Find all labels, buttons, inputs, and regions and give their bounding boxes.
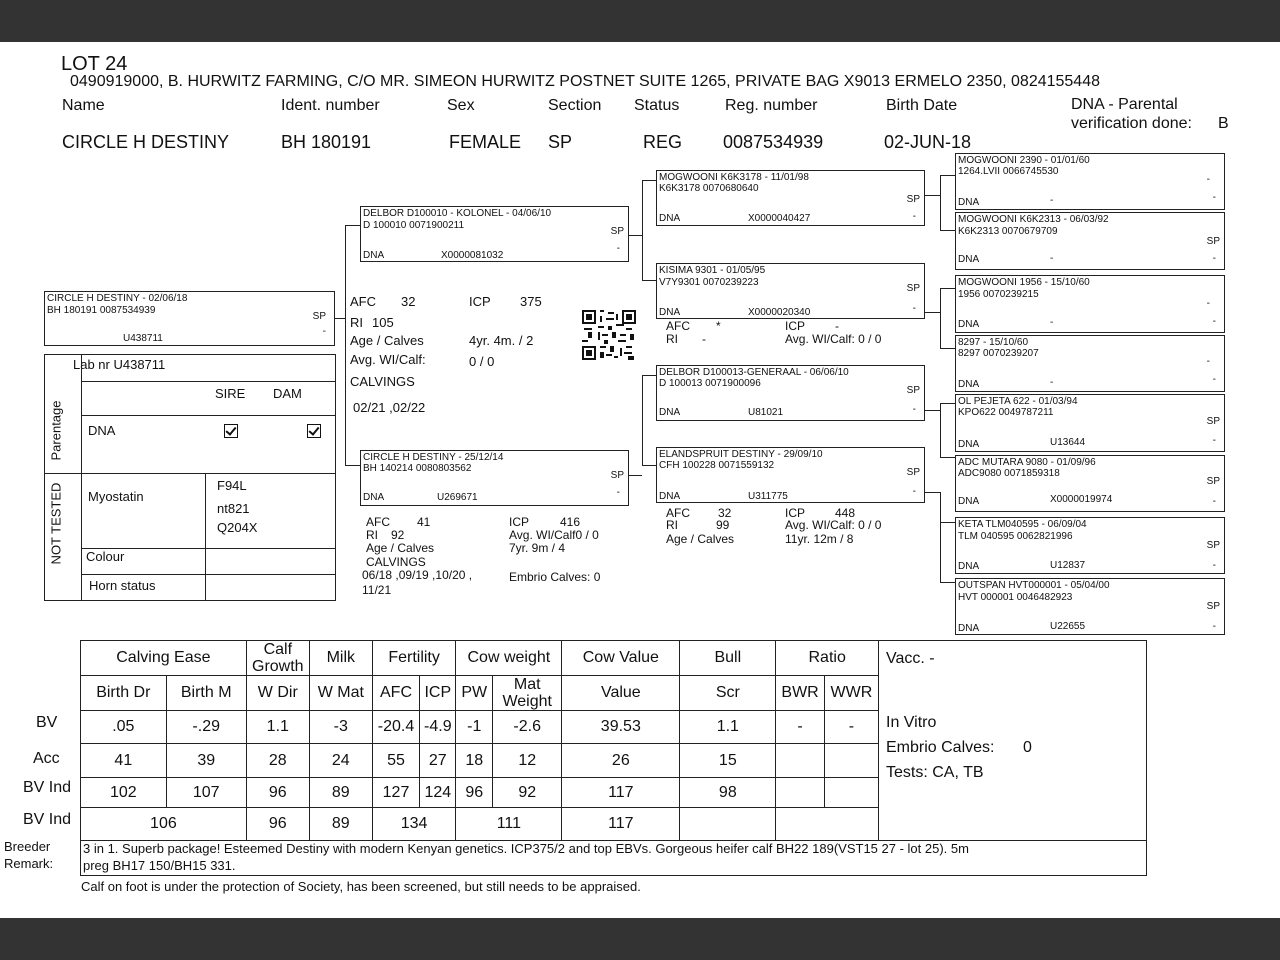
group-header: Ratio: [776, 641, 879, 676]
acc-cell: [776, 744, 825, 778]
pedigree-box-ggp-1: [955, 153, 1225, 210]
ind2-cell: 134: [372, 808, 456, 841]
ind2-cell: 106: [81, 808, 247, 841]
sire-age: 4yr. 4m. / 2: [469, 333, 534, 348]
eland-icp: 448: [835, 506, 856, 520]
ggp-mark: -: [1212, 253, 1216, 264]
gp-id: CFH 100228 0071559132: [659, 460, 775, 471]
eland-ri: 99: [716, 518, 730, 532]
gp-section: SP: [906, 385, 920, 396]
sire-icp: 375: [520, 294, 542, 309]
gp-dna-label: DNA: [659, 213, 681, 224]
pedigree-box-ggp-6: [955, 455, 1225, 512]
gp-dna-label: DNA: [659, 307, 681, 318]
acc-cell: 28: [246, 744, 309, 778]
gp-id: D 100013 0071900096: [659, 378, 761, 389]
ggp-dna-label: DNA: [958, 623, 980, 634]
ggp-mark: -: [1206, 298, 1210, 309]
dam-afc: 41: [417, 515, 431, 529]
gp-title: ELANDSPRUIT DESTINY - 29/09/10: [659, 449, 823, 460]
breeder-remark-line-1: 3 in 1. Superb package! Esteemed Destiny with modern Kenyan genetics. ICP375/2 and top EBVs. Gorgeous heifer calf BH22 189(VST15 27 - lot 25). 5m: [83, 841, 969, 856]
kisima-ri: -: [702, 332, 706, 346]
row-label-bv: BV: [36, 714, 58, 731]
bv-cell: 1.1: [680, 711, 776, 744]
pedigree-box-dam-sire: [656, 365, 925, 421]
connector: [940, 403, 955, 404]
sub-header: PW: [456, 676, 493, 711]
connector: [642, 375, 656, 376]
remark-label: Remark:: [4, 856, 54, 871]
connector: [642, 180, 656, 181]
gp-dna: U81021: [748, 407, 784, 418]
bv-cell: -: [776, 711, 825, 744]
gp-dash: -: [912, 303, 916, 314]
ggp-dna-label: DNA: [958, 197, 980, 208]
self-dash: -: [322, 326, 326, 337]
pedigree-box-ggp-3: [955, 275, 1225, 333]
ggp-id: TLM 040595 0062821996: [958, 531, 1073, 542]
sub-header: ICP: [420, 676, 456, 711]
self-dna: U438711: [123, 333, 163, 344]
sire-ri: 105: [372, 315, 394, 330]
sire-dna-label: DNA: [363, 250, 385, 261]
bv-table: [80, 640, 879, 841]
eland-afc-label: AFC: [666, 506, 690, 520]
pedigree-box-ggp-5: [955, 394, 1225, 452]
gp-dna-label: DNA: [659, 491, 681, 502]
ggp-section: SP: [1206, 540, 1220, 551]
sub-header: Birth Dr: [81, 676, 167, 711]
not-tested-label: NOT TESTED: [48, 482, 64, 565]
ggp-mark: -: [1212, 192, 1216, 203]
connector: [345, 225, 360, 226]
sub-header: AFC: [372, 676, 419, 711]
embrio-calves-value: 0: [1023, 739, 1032, 756]
lab-dam-header: DAM: [273, 386, 302, 401]
footnote: Calf on foot is under the protection of Society, has been screened, but still needs to be appraised.: [81, 879, 641, 894]
ggp-dna: U12837: [1050, 560, 1086, 571]
connector: [940, 348, 955, 349]
sub-header: W Dir: [246, 676, 309, 711]
ind2-cell: 117: [562, 808, 680, 841]
gp-dash: -: [912, 211, 916, 222]
connector: [642, 375, 643, 465]
eland-afc: 32: [718, 506, 732, 520]
bv-cell: -2.6: [493, 711, 562, 744]
eland-age: 11yr. 12m / 8: [785, 532, 854, 546]
lab-sire-header: SIRE: [215, 386, 246, 401]
ggp-title: 8297 - 15/10/60: [958, 337, 1029, 348]
kisima-ri-label: RI: [666, 332, 678, 346]
sub-header: Scr: [680, 676, 776, 711]
header-dna-2: verification done:: [1071, 115, 1192, 132]
gp-section: SP: [906, 194, 920, 205]
acc-row: [81, 744, 879, 778]
bv-cell: -20.4: [372, 711, 419, 744]
sub-header: WWR: [824, 676, 878, 711]
ggp-section: SP: [1206, 476, 1220, 487]
eland-ri-label: RI: [666, 518, 678, 532]
kisima-icp: -: [835, 319, 839, 333]
ggp-dna-label: DNA: [958, 379, 980, 390]
ggp-title: KETA TLM040595 - 06/09/04: [958, 519, 1087, 530]
bv-cell: -3: [309, 711, 372, 744]
bv-cell: 39.53: [562, 711, 680, 744]
dam-icp: 416: [560, 515, 581, 529]
dam-age-label: Age / Calves: [366, 541, 435, 555]
ggp-mark: -: [1212, 621, 1216, 632]
dam-calvings-label: CALVINGS: [366, 555, 426, 569]
dam-wi: Avg. WI/Calf0 / 0: [509, 528, 599, 542]
kisima-wi: Avg. WI/Calf: 0 / 0: [785, 332, 882, 346]
header-birth: Birth Date: [886, 97, 958, 114]
header-dna-value: B: [1218, 115, 1229, 132]
ind-cell: 107: [166, 778, 246, 808]
tests-label: Tests: CA, TB: [886, 764, 984, 781]
dam-id: BH 140214 0080803562: [363, 463, 472, 474]
gp-section: SP: [906, 467, 920, 478]
sire-calvings-label: CALVINGS: [350, 374, 415, 389]
gp-title: KISIMA 9301 - 01/05/95: [659, 265, 766, 276]
dam-dna-label: DNA: [363, 492, 385, 503]
ggp-id: 1264.LVII 0066745530: [958, 166, 1059, 177]
sub-header-row: [81, 676, 879, 711]
gp-id: V7Y9301 0070239223: [659, 277, 759, 288]
horn-status-label: Horn status: [89, 578, 156, 593]
acc-cell: 55: [372, 744, 419, 778]
top-bar: [0, 0, 1280, 42]
ind-cell: 92: [493, 778, 562, 808]
self-id: BH 180191 0087534939: [47, 305, 156, 316]
header-section: Section: [548, 97, 602, 114]
kisima-afc: *: [716, 319, 721, 333]
ind-cell: 96: [456, 778, 493, 808]
eland-wi: Avg. WI/Calf: 0 / 0: [785, 518, 882, 532]
myostatin-label: Myostatin: [88, 489, 144, 504]
ind2-cell: 111: [456, 808, 562, 841]
sire-icp-label: ICP: [469, 294, 491, 309]
pedigree-box-self: [44, 291, 335, 346]
group-header: Fertility: [372, 641, 456, 676]
connector: [629, 235, 642, 236]
dam-afc-label: AFC: [366, 515, 390, 529]
sire-title: DELBOR D100010 - KOLONEL - 04/06/10: [363, 208, 552, 219]
ind-cell: [824, 778, 878, 808]
connector: [335, 318, 345, 319]
header-reg: Reg. number: [725, 97, 818, 114]
connector: [629, 475, 642, 476]
sire-dna-checkbox: [224, 424, 238, 438]
vacc-label: Vacc. -: [886, 650, 935, 667]
connector: [925, 492, 940, 493]
ggp-mark: -: [1212, 435, 1216, 446]
ggp-dna: -: [1050, 377, 1054, 388]
gp-dna: X0000040427: [748, 213, 811, 224]
ggp-dna: U13644: [1050, 437, 1086, 448]
sire-section: SP: [610, 226, 624, 237]
pedigree-box-ggp-7: [955, 517, 1225, 574]
gp-dna: U311775: [748, 491, 788, 502]
owner-line: 0490919000, B. HURWITZ FARMING, C/O MR. SIMEON HURWITZ POSTNET SUITE 1265, PRIVATE BAG X9013 ERMELO 2350, 0824155448: [70, 73, 1100, 90]
pedigree-box-ggp-4: [955, 335, 1225, 392]
gp-dna-label: DNA: [659, 407, 681, 418]
connector: [940, 288, 955, 289]
sub-header: Birth M: [166, 676, 246, 711]
connector: [940, 175, 941, 230]
dam-embrio: Embrio Calves: 0: [509, 570, 601, 584]
ggp-title: OUTSPAN HVT000001 - 05/04/00: [958, 580, 1110, 591]
sire-dna: X0000081032: [441, 250, 504, 261]
sire-wi-label: Avg. WI/Calf:: [350, 352, 426, 367]
breeder-label: Breeder: [4, 839, 51, 854]
bv-cell: -: [824, 711, 878, 744]
gp-title: DELBOR D100013-GENERAAL - 06/06/10: [659, 367, 849, 378]
bv-cell: 1.1: [246, 711, 309, 744]
ind2-cell: 89: [309, 808, 372, 841]
connector: [925, 410, 940, 411]
dam-dna: U269671: [437, 492, 478, 503]
breeder-remark-line-2: preg BH17 150/BH15 331.: [83, 858, 236, 873]
dam-calvings-1: 06/18 ,09/19 ,10/20 ,: [362, 568, 473, 582]
connector: [940, 457, 955, 458]
pedigree-box-ggp-2: [955, 212, 1225, 270]
ind2-cell: 96: [246, 808, 309, 841]
row-label-bv-ind: BV Ind: [23, 779, 72, 796]
ggp-section: SP: [1206, 601, 1220, 612]
acc-cell: 27: [420, 744, 456, 778]
kisima-icp-label: ICP: [785, 319, 806, 333]
myostatin-nt821: nt821: [217, 501, 250, 516]
pedigree-box-dam-dam: [656, 447, 925, 503]
sire-wi: 0 / 0: [469, 354, 495, 369]
dam-title: CIRCLE H DESTINY - 25/12/14: [363, 452, 504, 463]
bottom-bar: [0, 918, 1280, 960]
sire-age-label: Age / Calves: [350, 333, 424, 348]
ind-cell: 117: [562, 778, 680, 808]
gp-section: SP: [906, 283, 920, 294]
sire-ri-label: RI: [350, 315, 363, 330]
ggp-dna: -: [1050, 195, 1054, 206]
connector: [642, 280, 656, 281]
ggp-dna-label: DNA: [958, 319, 980, 330]
connector: [642, 465, 656, 466]
pedigree-box-sire: [360, 206, 629, 262]
group-header: Cow Value: [562, 641, 680, 676]
dam-icp-label: ICP: [509, 515, 530, 529]
animal-sex: FEMALE: [449, 132, 522, 152]
ggp-title: MOGWOONI 1956 - 15/10/60: [958, 277, 1090, 288]
colour-label: Colour: [86, 549, 125, 564]
lab-nr: Lab nr U438711: [73, 357, 166, 372]
animal-name: CIRCLE H DESTINY: [62, 132, 230, 152]
sub-header: Value: [562, 676, 680, 711]
ind-cell: 102: [81, 778, 167, 808]
lot-number: LOT 24: [61, 53, 128, 75]
ggp-title: MOGWOONI K6K2313 - 06/03/92: [958, 214, 1109, 225]
ggp-dna-label: DNA: [958, 254, 980, 265]
group-header: Bull: [680, 641, 776, 676]
row-label-acc: Acc: [33, 750, 60, 767]
acc-cell: 24: [309, 744, 372, 778]
ggp-dna-label: DNA: [958, 496, 980, 507]
gp-dash: -: [912, 486, 916, 497]
ggp-dna: U22655: [1050, 621, 1086, 632]
connector: [642, 180, 643, 280]
ggp-dna: -: [1050, 253, 1054, 264]
sub-header: BWR: [776, 676, 825, 711]
bv-ind-row: [81, 778, 879, 808]
sire-calvings: 02/21 ,02/22: [353, 400, 426, 415]
myostatin-f94l: F94L: [217, 478, 247, 493]
acc-cell: 41: [81, 744, 167, 778]
ggp-id: 8297 0070239207: [958, 348, 1039, 359]
animal-section: SP: [548, 132, 573, 152]
connector: [925, 195, 940, 196]
ggp-mark: -: [1212, 560, 1216, 571]
ggp-section: SP: [1206, 416, 1220, 427]
group-header: Cow weight: [456, 641, 562, 676]
kisima-afc-label: AFC: [666, 319, 690, 333]
acc-cell: 18: [456, 744, 493, 778]
self-section: SP: [312, 311, 326, 322]
ggp-section: SP: [1206, 236, 1220, 247]
sire-afc-label: AFC: [350, 294, 376, 309]
group-header: Calf Growth: [246, 641, 309, 676]
ggp-dna: X0000019974: [1050, 494, 1113, 505]
ggp-id: ADC9080 0071859318: [958, 468, 1060, 479]
gp-dna: X0000020340: [748, 307, 811, 318]
ind-cell: 96: [246, 778, 309, 808]
ggp-title: OL PEJETA 622 - 01/03/94: [958, 396, 1078, 407]
gp-dash: -: [912, 404, 916, 415]
ggp-dna-label: DNA: [958, 439, 980, 450]
eland-age-label: Age / Calves: [666, 532, 735, 546]
ggp-mark: -: [1212, 374, 1216, 385]
embrio-calves-label: Embrio Calves:: [886, 739, 995, 756]
dam-ri-label: RI: [366, 528, 378, 542]
animal-reg: 0087534939: [723, 132, 824, 152]
connector: [940, 175, 955, 176]
ggp-mark: -: [1212, 496, 1216, 507]
connector: [345, 225, 346, 465]
ggp-mark: -: [1206, 174, 1210, 185]
animal-ident: BH 180191: [281, 132, 372, 152]
dam-calvings-2: 11/21: [362, 583, 392, 597]
ind-cell: 124: [420, 778, 456, 808]
ggp-title: MOGWOONI 2390 - 01/01/60: [958, 155, 1090, 166]
sire-afc: 32: [401, 294, 416, 309]
bv-ind-combined-row: [81, 808, 879, 841]
acc-cell: [824, 744, 878, 778]
pedigree-box-sire-dam: [656, 263, 925, 319]
header-name: Name: [62, 97, 105, 114]
acc-cell: 12: [493, 744, 562, 778]
dam-dna-checkbox: [307, 424, 321, 438]
connector: [925, 312, 940, 313]
group-header: Milk: [309, 641, 372, 676]
bv-cell: -1: [456, 711, 493, 744]
pedigree-box-ggp-8: [955, 578, 1225, 635]
gp-id: K6K3178 0070680640: [659, 183, 759, 194]
myostatin-q204x: Q204X: [217, 520, 258, 535]
connector: [940, 230, 955, 231]
dam-section: SP: [610, 470, 624, 481]
acc-cell: 15: [680, 744, 776, 778]
header-ident: Ident. number: [281, 97, 380, 114]
connector: [940, 492, 941, 582]
ggp-id: KPO622 0049787211: [958, 407, 1054, 418]
ggp-id: HVT 000001 0046482923: [958, 592, 1073, 603]
lab-dna-label: DNA: [88, 423, 116, 438]
header-sex: Sex: [447, 97, 475, 114]
pedigree-box-sire-sire: [656, 170, 925, 226]
animal-birth: 02-JUN-18: [884, 132, 972, 152]
acc-cell: 26: [562, 744, 680, 778]
dam-age: 7yr. 9m / 4: [509, 541, 566, 555]
sub-header: W Mat: [309, 676, 372, 711]
ind-cell: 98: [680, 778, 776, 808]
connector: [940, 582, 955, 583]
animal-status: REG: [643, 132, 683, 152]
ggp-dna-label: DNA: [958, 561, 980, 572]
bv-cell: -.29: [166, 711, 246, 744]
eland-icp-label: ICP: [785, 506, 806, 520]
group-header: Calving Ease: [81, 641, 247, 676]
ggp-id: 1956 0070239215: [958, 289, 1039, 300]
bv-cell: -4.9: [420, 711, 456, 744]
ggp-mark: -: [1206, 356, 1210, 367]
sire-dash: -: [616, 243, 620, 254]
sub-header: Mat Weight: [493, 676, 562, 711]
header-dna-1: DNA - Parental: [1071, 96, 1178, 113]
qr-code-icon: [582, 310, 636, 360]
ggp-dna: -: [1050, 317, 1054, 328]
lab-parentage-label: Parentage: [48, 400, 64, 461]
sire-id: D 100010 0071900211: [363, 220, 465, 231]
row-label-bv-ind-2: BV Ind: [23, 811, 72, 828]
ind-cell: [776, 778, 825, 808]
ind-cell: 89: [309, 778, 372, 808]
connector: [940, 522, 955, 523]
bv-row: [81, 711, 879, 744]
connector: [940, 288, 941, 348]
header-status: Status: [634, 97, 680, 114]
pedigree-box-dam: [360, 450, 629, 506]
self-title: CIRCLE H DESTINY - 02/06/18: [47, 293, 188, 304]
ind-cell: 127: [372, 778, 419, 808]
ggp-mark: -: [1212, 316, 1216, 327]
ggp-id: K6K2313 0070679709: [958, 226, 1058, 237]
dam-dash: -: [616, 487, 620, 498]
gp-title: MOGWOONI K6K3178 - 11/01/98: [659, 172, 809, 183]
acc-cell: 39: [166, 744, 246, 778]
connector: [345, 465, 360, 466]
in-vitro-label: In Vitro: [886, 714, 937, 731]
connector: [940, 403, 941, 457]
ggp-title: ADC MUTARA 9080 - 01/09/96: [958, 457, 1096, 468]
bv-cell: .05: [81, 711, 167, 744]
dam-ri: 92: [391, 528, 405, 542]
